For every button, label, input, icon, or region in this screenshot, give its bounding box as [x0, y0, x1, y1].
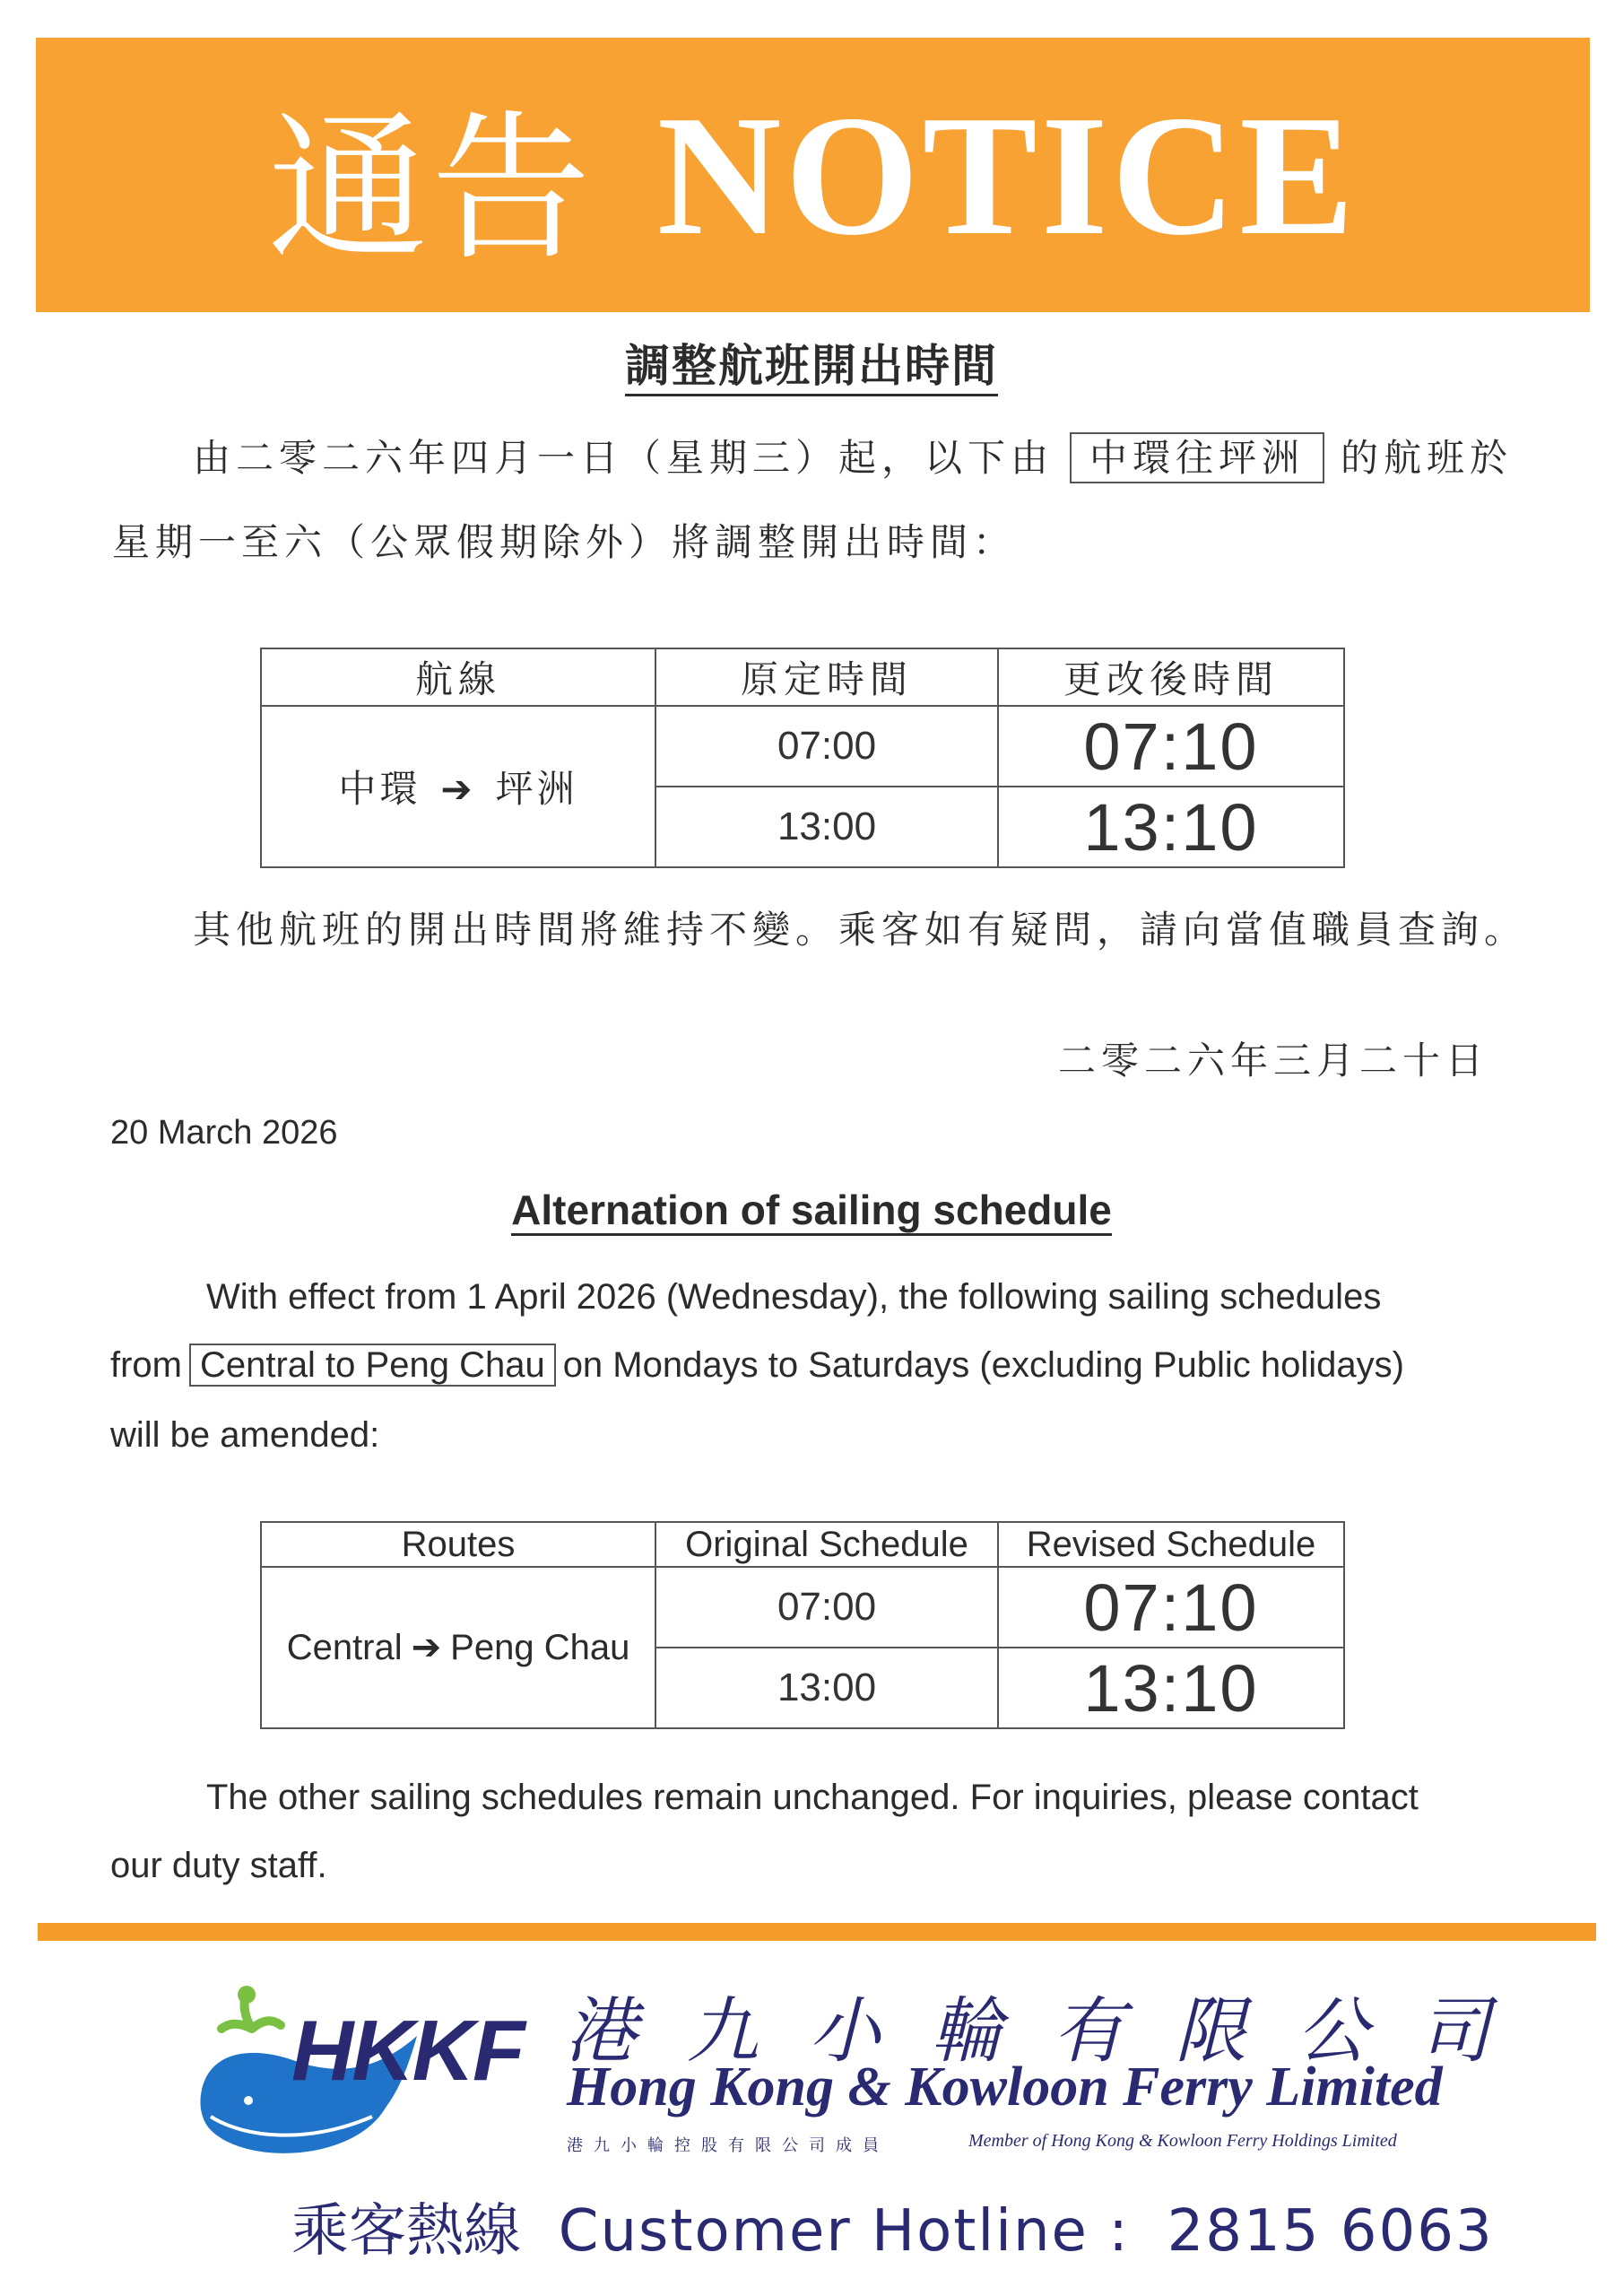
zh-original-time: 07:00: [655, 706, 998, 787]
logo-wordmark: HKKF: [291, 2003, 524, 2099]
banner-title-en: NOTICE: [656, 79, 1358, 271]
arrow-right-icon: ➔: [411, 1627, 442, 1668]
zh-header-revised: 更改後時間: [998, 648, 1344, 706]
zh-paragraph-line2: 星期一至六（公眾假期除外）將調整開出時間：: [112, 520, 1017, 564]
en-paragraph-line2: from Central to Peng Chau on Mondays to Saturdays (excluding Public holidays): [110, 1345, 1404, 1385]
hotline-number: 2815 6063: [1167, 2198, 1494, 2265]
en-date: 20 March 2026: [110, 1114, 338, 1152]
company-name-en: Hong Kong & Kowloon Ferry Limited: [567, 2057, 1443, 2118]
en-note-line2: our duty staff.: [110, 1846, 327, 1885]
en-header-route: Routes: [261, 1522, 655, 1567]
zh-revised-time: 13:10: [998, 787, 1344, 867]
en-heading: Alternation of sailing schedule: [0, 1186, 1623, 1234]
zh-schedule-table: [260, 648, 1345, 868]
member-note-en: Member of Hong Kong & Kowloon Ferry Holdings Limited: [968, 2131, 1397, 2151]
zh-route-cell: 中環 ➔ 坪洲: [261, 706, 655, 867]
en-route-cell: Central ➔ Peng Chau: [261, 1567, 655, 1728]
member-note-zh: 港九小輪控股有限公司成員: [567, 2136, 890, 2155]
zh-revised-time: 07:10: [998, 706, 1344, 787]
zh-header-original: 原定時間: [655, 648, 998, 706]
zh-footer-note: 其他航班的開出時間將維持不變。乘客如有疑問，請向當值職員查詢。: [193, 908, 1528, 952]
zh-paragraph-line1: 由二零二六年四月一日（星期三）起，以下由 中環往坪洲 的航班於: [193, 429, 1513, 483]
hotline-label-zh: 乘客熱線: [291, 2198, 521, 2265]
zh-route-box: 中環往坪洲: [1070, 432, 1324, 483]
zh-date: 二零二六年三月二十日: [1057, 1039, 1488, 1083]
en-note-line1: The other sailing schedules remain unchanged. For inquiries, please contact: [206, 1778, 1419, 1817]
zh-heading: 調整航班開出時間: [0, 330, 1623, 395]
customer-hotline: [291, 2185, 1494, 2267]
zh-original-time: 13:00: [655, 787, 998, 867]
en-original-time: 07:00: [655, 1567, 998, 1648]
en-paragraph-line1: With effect from 1 April 2026 (Wednesday), the following sailing schedules: [206, 1277, 1382, 1317]
notice-banner: [36, 38, 1590, 312]
arrow-right-icon: ➔: [440, 767, 476, 811]
hotline-label-en: Customer Hotline :: [558, 2198, 1130, 2265]
en-schedule-table: [260, 1521, 1345, 1729]
zh-header-route: 航線: [261, 648, 655, 706]
en-route-box: Central to Peng Chau: [189, 1344, 556, 1387]
en-original-time: 13:00: [655, 1648, 998, 1728]
company-name-zh: 港九小輪有限公司: [565, 1989, 1541, 2073]
footer-divider: [38, 1923, 1596, 1941]
banner-title-zh: 通告: [267, 96, 595, 282]
en-revised-time: 07:10: [998, 1567, 1344, 1648]
en-header-revised: Revised Schedule: [998, 1522, 1344, 1567]
en-revised-time: 13:10: [998, 1648, 1344, 1728]
en-header-original: Original Schedule: [655, 1522, 998, 1567]
en-paragraph-line3: will be amended:: [110, 1415, 380, 1455]
